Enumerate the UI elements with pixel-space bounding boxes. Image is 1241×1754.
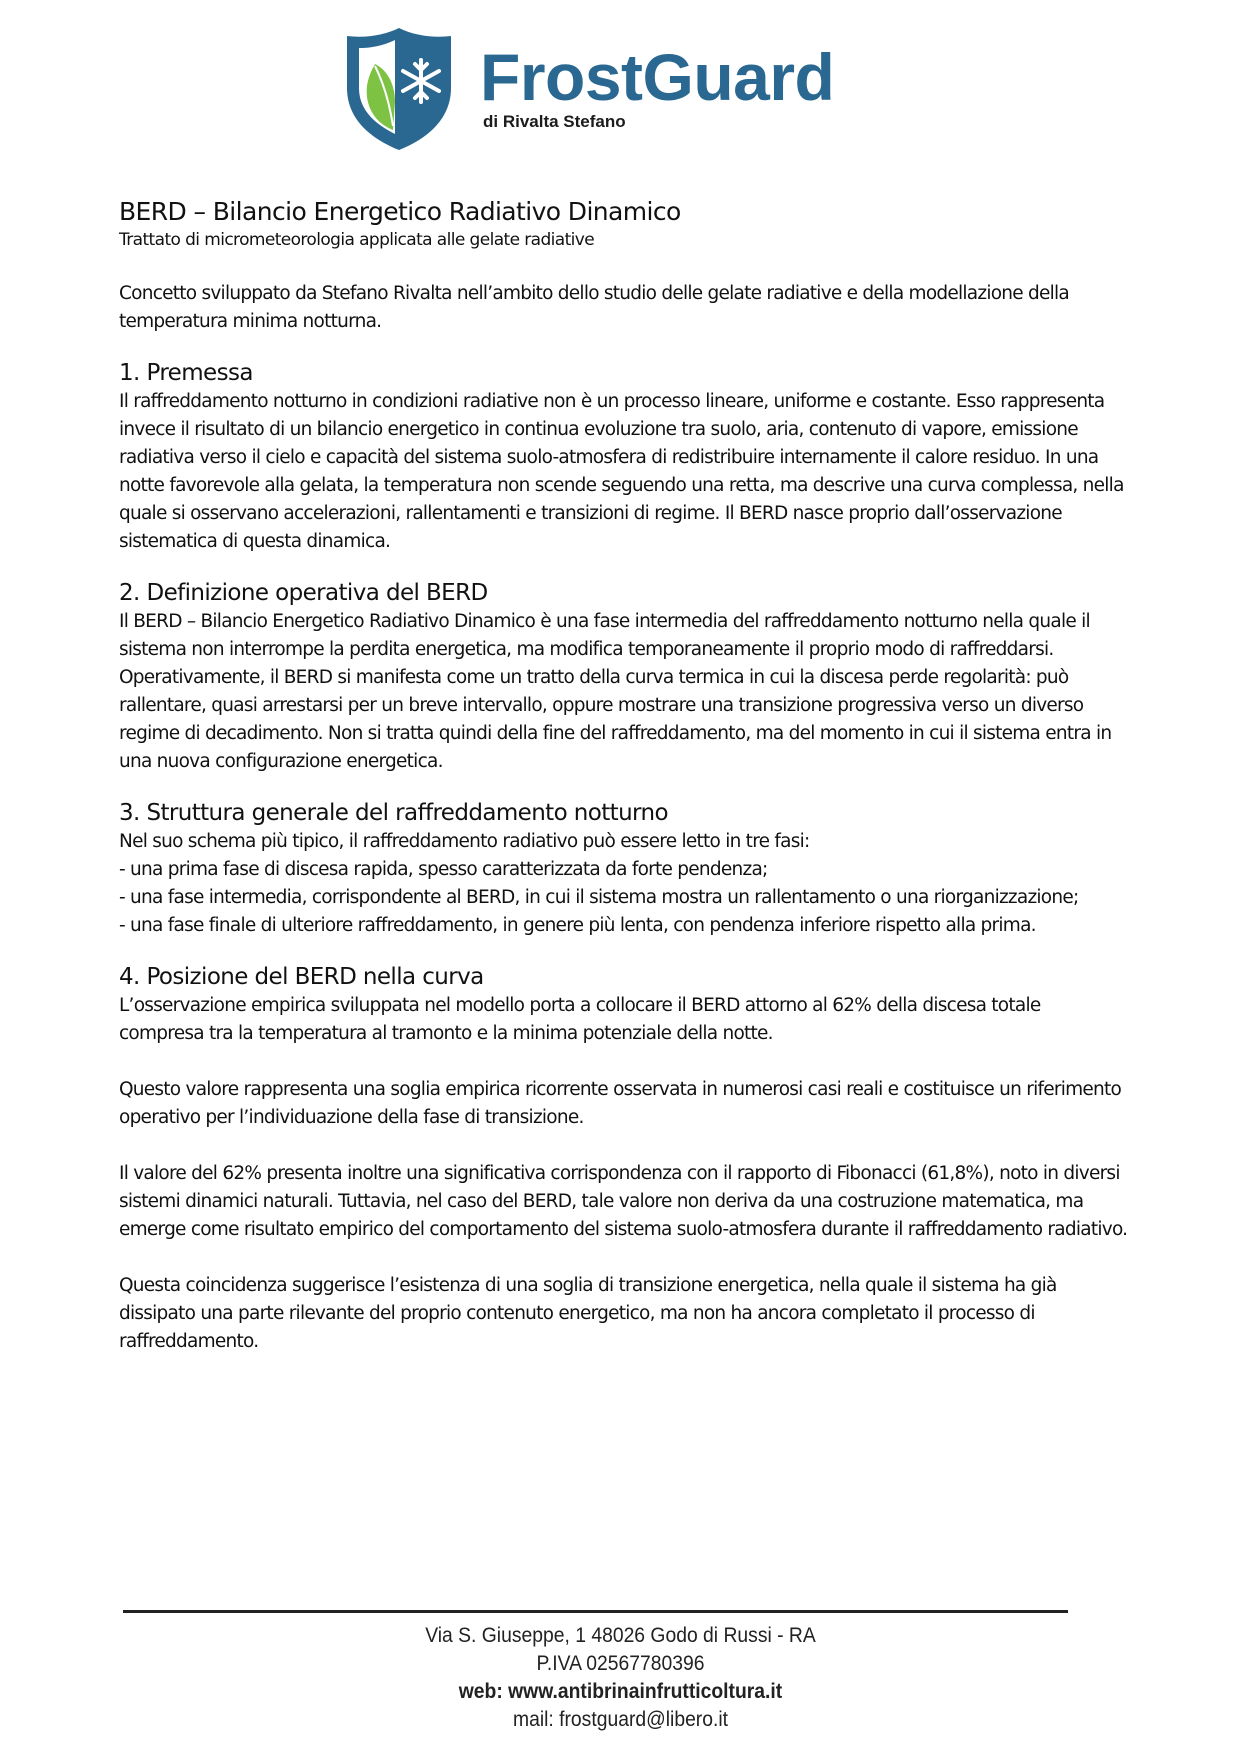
document-title: BERD – Bilancio Energetico Radiativo Dinamico xyxy=(119,197,681,226)
list-item: - una prima fase di discesa rapida, spesso caratterizzata da forte pendenza; xyxy=(119,859,768,880)
company-logo xyxy=(343,26,863,156)
section-struttura xyxy=(119,798,1129,940)
section-definizione xyxy=(119,578,1129,776)
section-paragraph: Il valore del 62% presenta inoltre una significativa corrispondenza con il rapporto di Fibonacci (61,8%), noto in diversi sistemi dinamici naturali. Tuttavia, nel caso del BERD, tale valore non deriva da una costruzione matematica, ma emerge come risultato empirico del comportamento del sistema suolo-atmosfera durante il raffreddamento radiativo. xyxy=(119,1163,1128,1240)
section-heading: 4. Posizione del BERD nella curva xyxy=(119,964,484,990)
section-posizione xyxy=(119,962,1129,1356)
section-paragraph: L’osservazione empirica sviluppata nel modello porta a collocare il BERD attorno al 62% della discesa totale compresa tra la temperatura al tramonto e la minima potenziale della notte. xyxy=(119,995,1041,1044)
section-premessa xyxy=(119,358,1129,556)
section-heading: 3. Struttura generale del raffreddamento notturno xyxy=(119,800,668,826)
section-paragraph: Il raffreddamento notturno in condizioni radiative non è un processo lineare, uniforme e costante. Esso rappresenta invece il risultato di un bilancio energetico in continua evoluzione tra suolo, aria, contenuto di vapore, emissione radiativa verso il cielo e capacità del sistema suolo-atmosfera di redistribuire internamente il calore residuo. In una notte favorevole alla gelata, la temperatura non scende seguendo una retta, ma descrive una curva complessa, nella quale si osservano accelerazioni, rallentamenti e transizioni di regime. Il BERD nasce proprio dall’osservazione sistematica di questa dinamica. xyxy=(119,391,1124,552)
intro-paragraph: Concetto sviluppato da Stefano Rivalta nell’ambito dello studio delle gelate radiative e della modellazione della temperatura minima notturna. xyxy=(119,283,1070,332)
brand-subtitle: di Rivalta Stefano xyxy=(483,112,626,131)
footer-address: Via S. Giuseppe, 1 48026 Godo di Russi - RA xyxy=(425,1624,816,1647)
footer-divider xyxy=(123,1610,1068,1613)
footer xyxy=(50,1622,1192,1734)
section-heading: 1. Premessa xyxy=(119,360,253,386)
section-paragraph: Questo valore rappresenta una soglia empirica ricorrente osservata in numerosi casi reali e costituisce un riferimento operativo per l’individuazione della fase di transizione. xyxy=(119,1079,1122,1128)
section-paragraph: Il BERD – Bilancio Energetico Radiativo Dinamico è una fase intermedia del raffreddamento notturno nella quale il sistema non interrompe la perdita energetica, ma modifica temporaneamente il proprio modo di raffreddarsi. Operativamente, il BERD si manifesta come un tratto della curva termica in cui la discesa perde regolarità: può rallentare, quasi arrestarsi per un breve intervallo, oppure mostrare una transizione progressiva verso un diverso regime di decadimento. Non si tratta quindi della fine del raffreddamento, ma del momento in cui il sistema entra in una nuova configurazione energetica. xyxy=(119,611,1112,772)
footer-email-link[interactable]: mail: frostguard@libero.it xyxy=(512,1708,729,1731)
list-intro: Nel suo schema più tipico, il raffreddamento radiativo può essere letto in tre fasi: xyxy=(119,831,810,852)
list-item: - una fase finale di ulteriore raffreddamento, in genere più lenta, con pendenza inferiore rispetto alla prima. xyxy=(119,915,1036,936)
footer-vat: P.IVA 02567780396 xyxy=(536,1652,705,1675)
footer-website-link[interactable]: web: www.antibrinainfrutticoltura.it xyxy=(458,1680,783,1703)
document-body xyxy=(119,196,1129,1356)
shield-leaf-snowflake-icon xyxy=(343,26,455,152)
section-paragraph: Questa coincidenza suggerisce l’esistenza di una soglia di transizione energetica, nella quale il sistema ha già dissipato una parte rilevante del proprio contenuto energetico, ma non ha ancora completato il processo di raffreddamento. xyxy=(119,1275,1057,1352)
document-subtitle: Trattato di micrometeorologia applicata alle gelate radiative xyxy=(119,230,595,250)
section-heading: 2. Definizione operativa del BERD xyxy=(119,580,488,606)
brand-name: FrostGuard xyxy=(480,40,835,114)
list-item: - una fase intermedia, corrispondente al BERD, in cui il sistema mostra un rallentamento o una riorganizzazione; xyxy=(119,887,1079,908)
